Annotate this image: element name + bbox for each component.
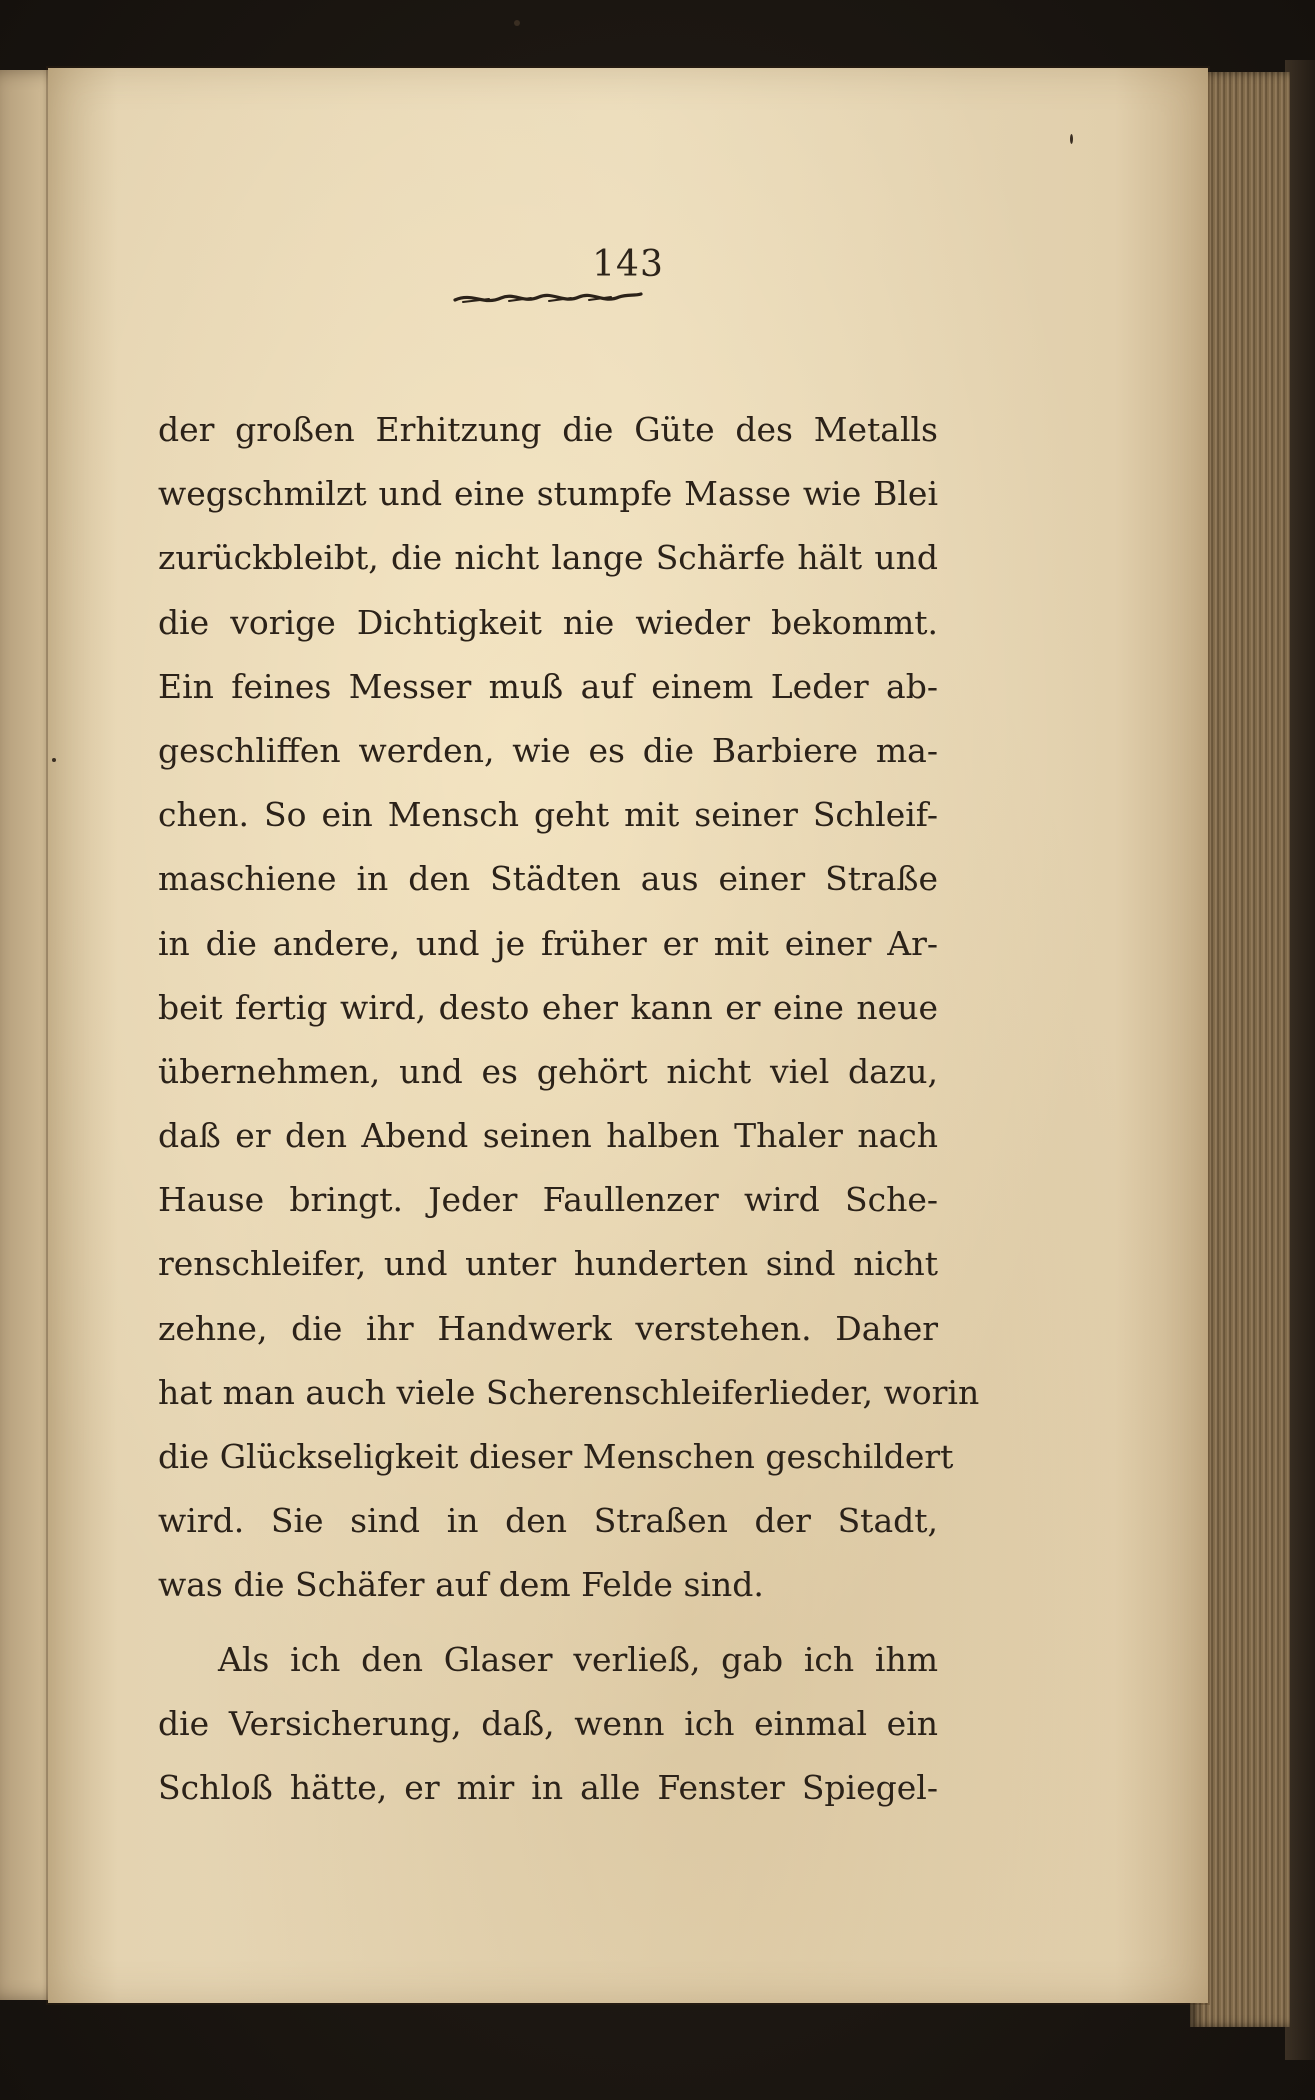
text-line: was die Schäfer auf dem Felde sind.: [158, 1565, 764, 1605]
specks: [1070, 134, 1073, 144]
text-line: Ein feines Messer muß auf einem Leder ab-: [158, 666, 938, 706]
text-line: Hause bringt. Jeder Faullenzer wird Sche-: [158, 1180, 938, 1220]
text-line: in die andere, und je früher er mit einer Ar-: [158, 923, 938, 963]
text-line: wegschmilzt und eine stumpfe Masse wie Blei: [158, 474, 938, 514]
text-line: hat man auch viele Scherenschleiferlieder, worin: [158, 1372, 980, 1412]
text-line: renschleifer, und unter hunderten sind nicht: [158, 1244, 938, 1284]
text-line: maschiene in den Städten aus einer Straße: [158, 859, 938, 899]
text-line: der großen Erhitzung die Güte des Metalls: [158, 410, 938, 449]
text-line: die Glückseligkeit dieser Menschen geschildert: [158, 1437, 954, 1476]
text-line: die Versicherung, daß, wenn ich einmal ein: [158, 1703, 938, 1743]
text-line: beit fertig wird, desto eher kann er eine neue: [158, 987, 938, 1027]
specks: [52, 758, 56, 762]
text-line: übernehmen, und es gehört nicht viel dazu,: [158, 1051, 938, 1091]
page-number: 143: [592, 244, 664, 285]
text-line: Als ich den Glaser verließ, gab ich ihm: [218, 1639, 938, 1679]
text-line: Schloß hätte, er mir in alle Fenster Spiegel-: [158, 1767, 938, 1807]
text-line: zehne, die ihr Handwerk verstehen. Daher: [158, 1308, 938, 1348]
text-line: chen. So ein Mensch geht mit seiner Schleif-: [158, 795, 938, 835]
paragraph-break: [158, 1618, 938, 1628]
book-page: [48, 68, 1208, 2003]
text-line: die vorige Dichtigkeit nie wieder bekommt.: [158, 602, 938, 642]
text-line: geschliffen werden, wie es die Barbiere ma-: [158, 730, 938, 770]
ornament-divider: [453, 286, 643, 310]
body-text: [158, 398, 980, 1820]
specks: [514, 20, 520, 26]
text-line: wird. Sie sind in den Straßen der Stadt,: [158, 1501, 938, 1541]
text-line: daß er den Abend seinen halben Thaler nach: [158, 1116, 938, 1156]
text-line: zurückbleibt, die nicht lange Schärfe hält und: [158, 538, 938, 578]
